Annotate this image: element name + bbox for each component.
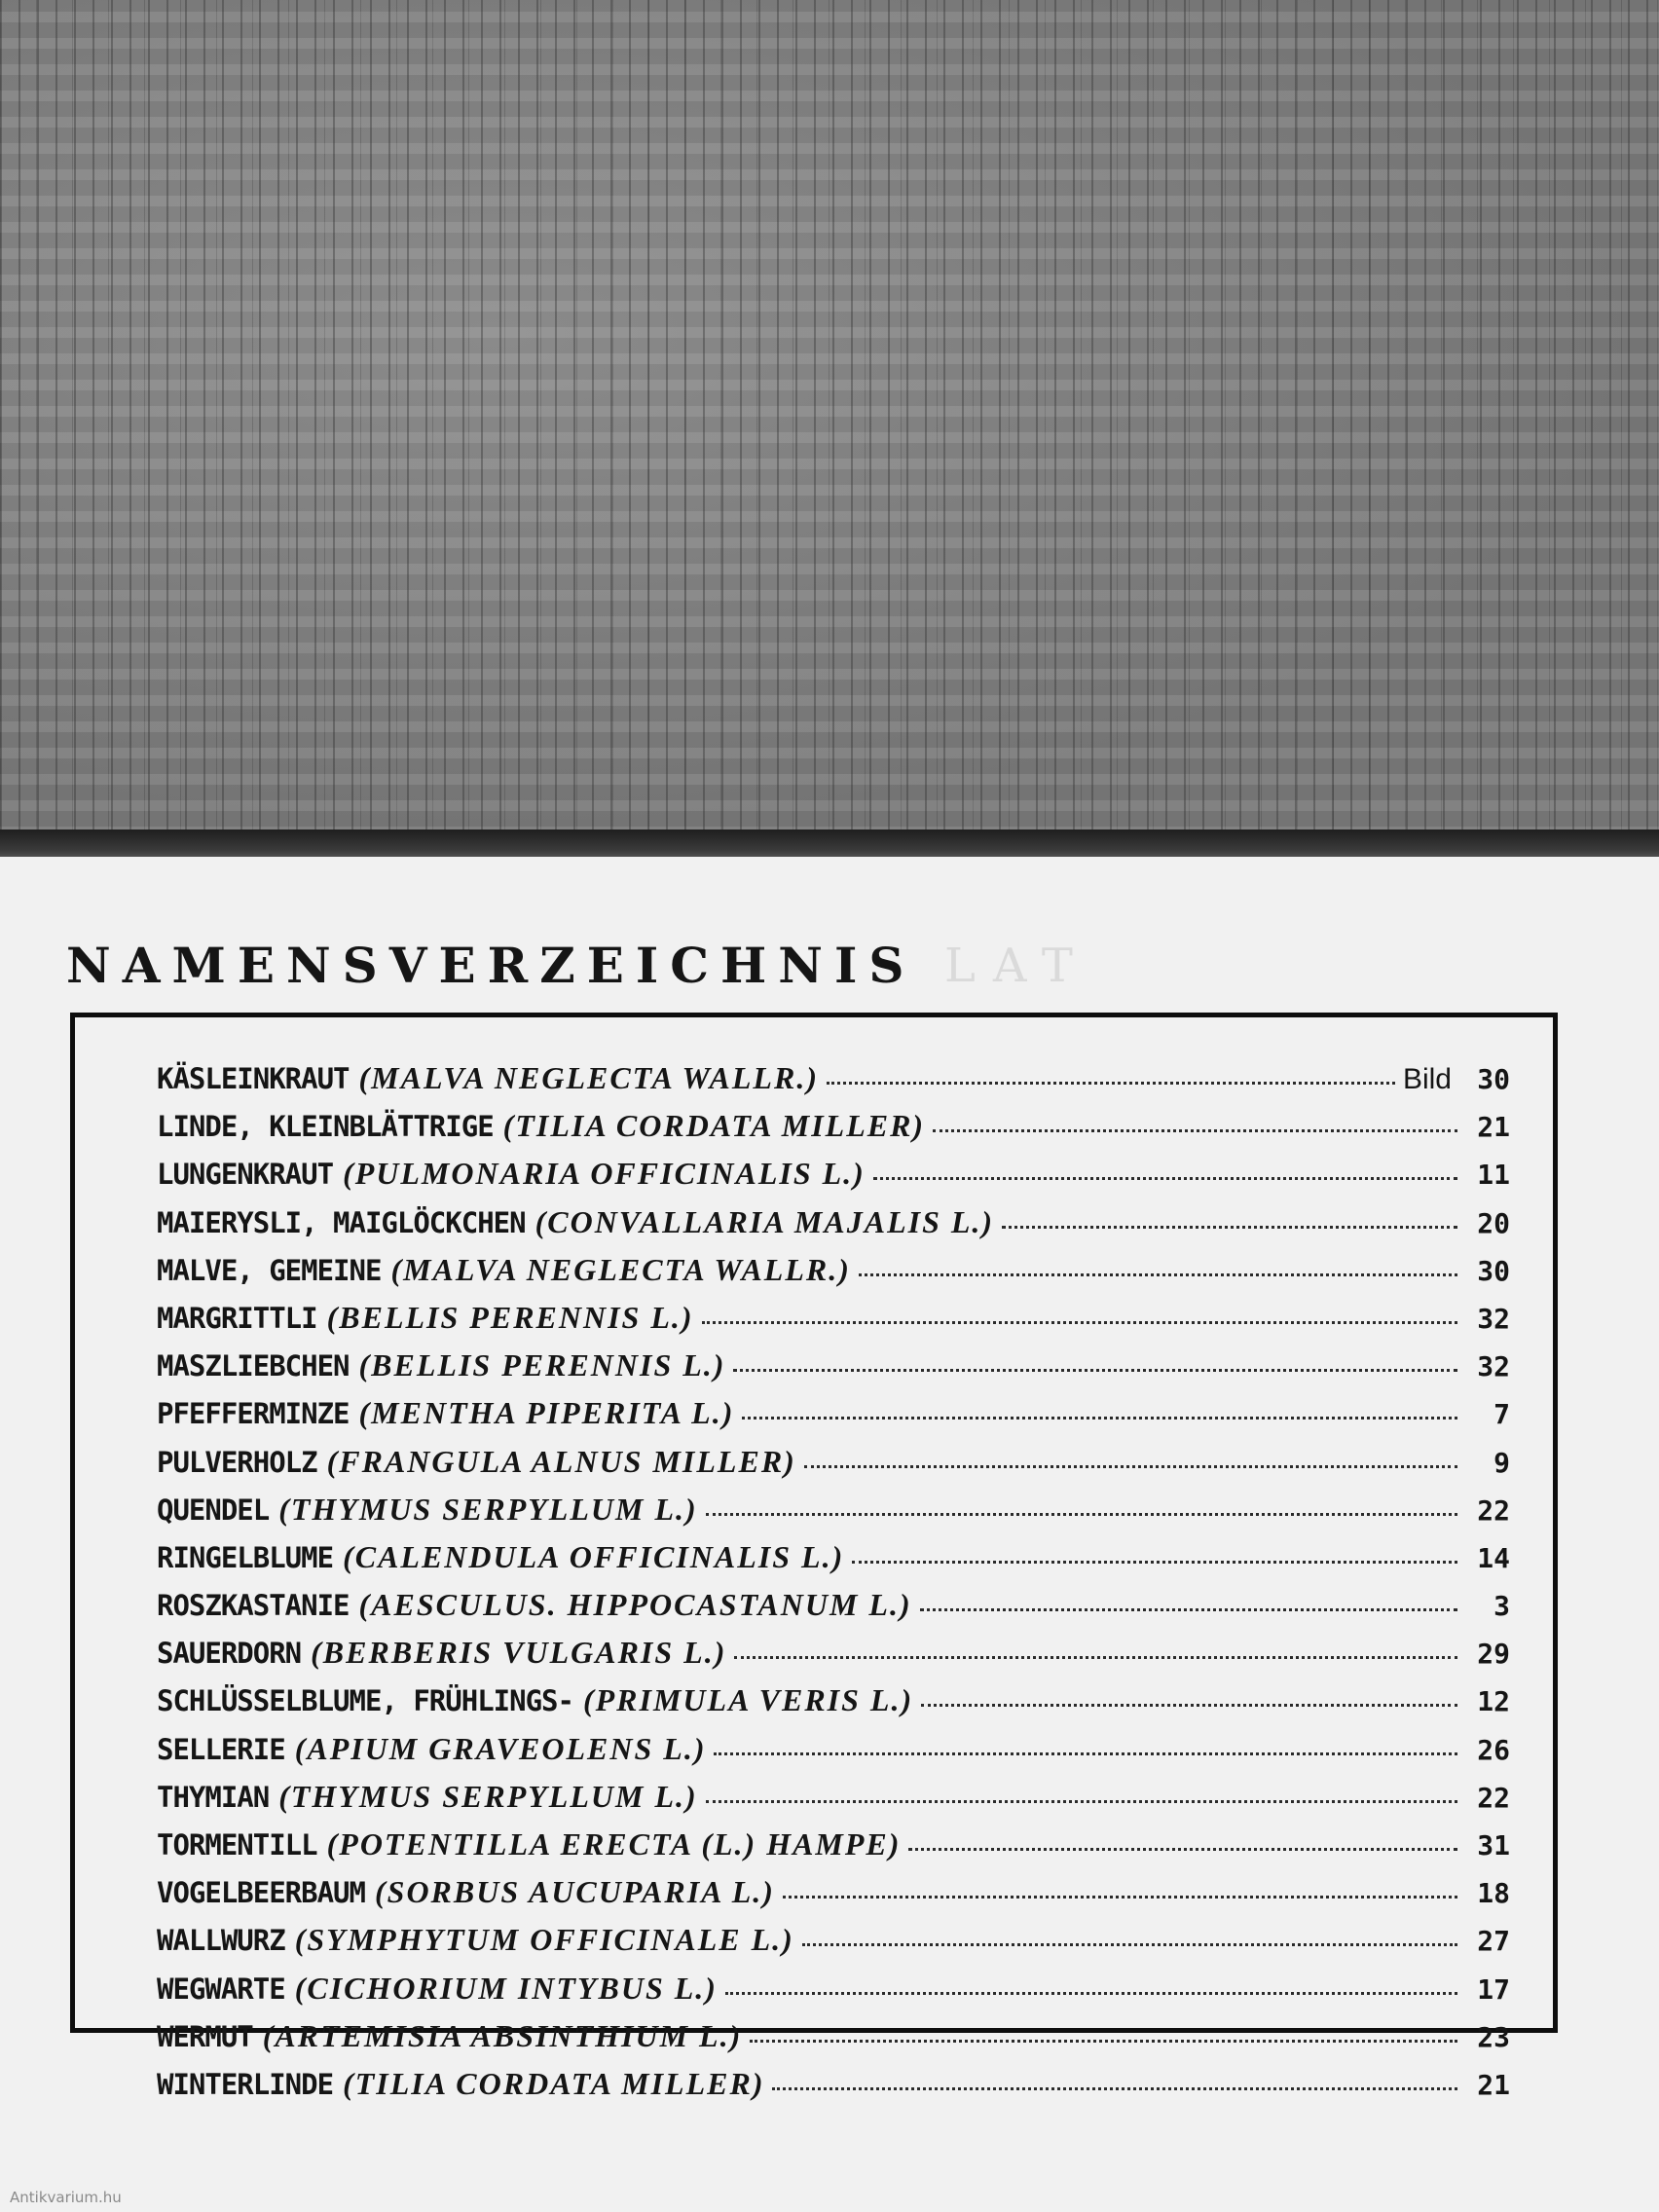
entry-page-number: 22 <box>1477 1493 1510 1527</box>
entry-latin-name: (BERBERIS VULGARIS L.) <box>311 1635 727 1671</box>
dot-leader <box>908 1848 1457 1851</box>
entry-common-name: MAIERYSLI, MAIGLÖCKCHEN <box>157 1205 526 1239</box>
entry-latin-name: (AESCULUS. HIPPOCASTANUM L.) <box>358 1587 912 1623</box>
entry-common-name: PULVERHOLZ <box>157 1445 317 1479</box>
entry-page-number: 14 <box>1477 1541 1510 1574</box>
entry-page-number: 20 <box>1477 1206 1510 1239</box>
entry-latin-name: (APIUM GRAVEOLENS L.) <box>294 1730 707 1766</box>
book-page <box>0 857 1659 2212</box>
dot-leader <box>1002 1226 1457 1229</box>
book-cover-edge <box>0 830 1659 859</box>
dot-leader <box>750 2040 1457 2043</box>
entry-common-name: ROSZKASTANIE <box>157 1589 350 1623</box>
index-entry <box>157 1347 1510 1395</box>
index-entry <box>157 1395 1510 1443</box>
entry-page-number: 17 <box>1477 1972 1510 2006</box>
dot-leader <box>802 1943 1457 1946</box>
index-entry <box>157 1874 1510 1922</box>
index-box <box>70 1013 1558 2101</box>
dot-leader <box>725 1992 1457 1995</box>
entry-latin-name: (MALVA NEGLECTA WALLR.) <box>390 1251 851 1287</box>
entry-page-number: 26 <box>1477 1733 1510 1766</box>
entry-page-number: 11 <box>1477 1159 1510 1192</box>
entry-common-name: QUENDEL <box>157 1493 270 1527</box>
entry-common-name: MALVE, GEMEINE <box>157 1253 382 1287</box>
entry-page-number: 23 <box>1477 2020 1510 2053</box>
index-entry <box>157 1971 1510 2018</box>
entry-latin-name: (MALVA NEGLECTA WALLR.) <box>358 1060 819 1095</box>
index-entry <box>157 1826 1510 1874</box>
entry-page-number: 9 <box>1493 1446 1510 1479</box>
index-entry <box>157 1204 1510 1252</box>
dot-leader <box>733 1369 1457 1372</box>
dot-leader <box>714 1752 1457 1755</box>
dot-leader <box>859 1273 1457 1276</box>
entry-latin-name: (SYMPHYTUM OFFICINALE L.) <box>294 1922 794 1958</box>
watermark: Antikvarium.hu <box>10 2189 122 2206</box>
entry-page-number: 29 <box>1477 1638 1510 1671</box>
entry-common-name: TORMENTILL <box>157 1828 317 1862</box>
entry-page-number: 21 <box>1477 1111 1510 1144</box>
entry-common-name: KÄSLEINKRAUT <box>157 1062 350 1095</box>
entry-latin-name: (ARTEMISIA ABSINTHIUM L.) <box>262 2017 743 2053</box>
entry-common-name: SCHLÜSSELBLUME, FRÜHLINGS- <box>157 1684 573 1718</box>
index-entry <box>157 1587 1510 1635</box>
entry-common-name: LINDE, KLEINBLÄTTRIGE <box>157 1110 494 1144</box>
entry-common-name: WEGWARTE <box>157 1972 285 2006</box>
entry-common-name: SELLERIE <box>157 1732 285 1766</box>
entry-common-name: WINTERLINDE <box>157 2067 334 2101</box>
index-entry <box>157 2018 1510 2066</box>
entry-page-number: 18 <box>1477 1877 1510 1910</box>
entry-page-number: 32 <box>1477 1302 1510 1335</box>
entry-common-name: RINGELBLUME <box>157 1540 334 1574</box>
index-entry <box>157 1682 1510 1730</box>
entry-page-number: 30 <box>1477 1063 1510 1095</box>
index-entry <box>157 1922 1510 1970</box>
index-entry <box>157 1108 1510 1156</box>
entry-latin-name: (CALENDULA OFFICINALIS L.) <box>343 1538 845 1574</box>
dot-leader <box>702 1321 1457 1324</box>
index-entry <box>157 1252 1510 1300</box>
entry-page-number: 12 <box>1477 1685 1510 1718</box>
entry-page-number: 7 <box>1493 1398 1510 1431</box>
index-entry <box>157 1300 1510 1347</box>
fabric-background <box>0 0 1659 837</box>
entry-latin-name: (TILIA CORDATA MILLER) <box>343 2065 765 2101</box>
dot-leader <box>852 1561 1457 1564</box>
entry-page-number: 27 <box>1477 1925 1510 1958</box>
entry-latin-name: (CONVALLARIA MAJALIS L.) <box>535 1203 995 1239</box>
index-entry <box>157 1060 1510 1108</box>
index-entry <box>157 1492 1510 1539</box>
page-title: NAMENSVERZEICHNIS <box>66 937 916 994</box>
entry-latin-name: (PULMONARIA OFFICINALIS L.) <box>343 1156 866 1192</box>
entry-common-name: LUNGENKRAUT <box>157 1158 334 1192</box>
dot-leader <box>827 1082 1395 1085</box>
index-list <box>157 1060 1510 2114</box>
dot-leader <box>921 1704 1457 1707</box>
entry-page-number: 22 <box>1477 1781 1510 1814</box>
index-entry <box>157 2066 1510 2114</box>
dot-leader <box>706 1513 1457 1516</box>
dot-leader <box>873 1177 1457 1180</box>
dot-leader <box>734 1656 1457 1659</box>
entry-page-prefix: Bild <box>1402 1063 1452 1095</box>
index-entry <box>157 1635 1510 1682</box>
entry-common-name: SAUERDORN <box>157 1637 302 1671</box>
entry-latin-name: (FRANGULA ALNUS MILLER) <box>326 1443 796 1479</box>
entry-common-name: WERMUT <box>157 2019 253 2053</box>
entry-common-name: WALLWURZ <box>157 1924 285 1958</box>
dot-leader <box>804 1465 1457 1468</box>
index-entry <box>157 1444 1510 1492</box>
dot-leader <box>933 1129 1457 1132</box>
show-through-text: LAT <box>944 939 1090 993</box>
entry-common-name: PFEFFERMINZE <box>157 1397 350 1431</box>
entry-page-number: 31 <box>1477 1829 1510 1862</box>
entry-common-name: VOGELBEERBAUM <box>157 1876 365 1910</box>
index-entry <box>157 1779 1510 1826</box>
entry-latin-name: (TILIA CORDATA MILLER) <box>502 1108 926 1144</box>
entry-common-name: THYMIAN <box>157 1780 270 1814</box>
dot-leader <box>920 1608 1457 1611</box>
entry-page-number: 30 <box>1477 1254 1510 1287</box>
entry-common-name: MASZLIEBCHEN <box>157 1349 350 1383</box>
entry-latin-name: (BELLIS PERENNIS L.) <box>358 1347 726 1383</box>
entry-page-number: 32 <box>1477 1350 1510 1383</box>
dot-leader <box>783 1896 1457 1899</box>
index-entry <box>157 1539 1510 1587</box>
dot-leader <box>706 1800 1457 1803</box>
entry-latin-name: (BELLIS PERENNIS L.) <box>326 1299 694 1335</box>
dot-leader <box>742 1417 1457 1419</box>
entry-common-name: MARGRITTLI <box>157 1301 317 1335</box>
entry-latin-name: (SORBUS AUCUPARIA L.) <box>374 1874 775 1910</box>
index-entry <box>157 1156 1510 1203</box>
entry-latin-name: (THYMUS SERPYLLUM L.) <box>278 1491 698 1527</box>
entry-latin-name: (MENTHA PIPERITA L.) <box>358 1395 735 1431</box>
entry-latin-name: (CICHORIUM INTYBUS L.) <box>294 1970 718 2006</box>
index-entry <box>157 1731 1510 1779</box>
dot-leader <box>772 2087 1457 2090</box>
entry-latin-name: (PRIMULA VERIS L.) <box>582 1682 914 1718</box>
entry-page-number: 3 <box>1493 1590 1510 1623</box>
entry-latin-name: (THYMUS SERPYLLUM L.) <box>278 1778 698 1814</box>
entry-page-number: 21 <box>1477 2068 1510 2101</box>
entry-latin-name: (POTENTILLA ERECTA (L.) HAMPE) <box>326 1826 902 1862</box>
